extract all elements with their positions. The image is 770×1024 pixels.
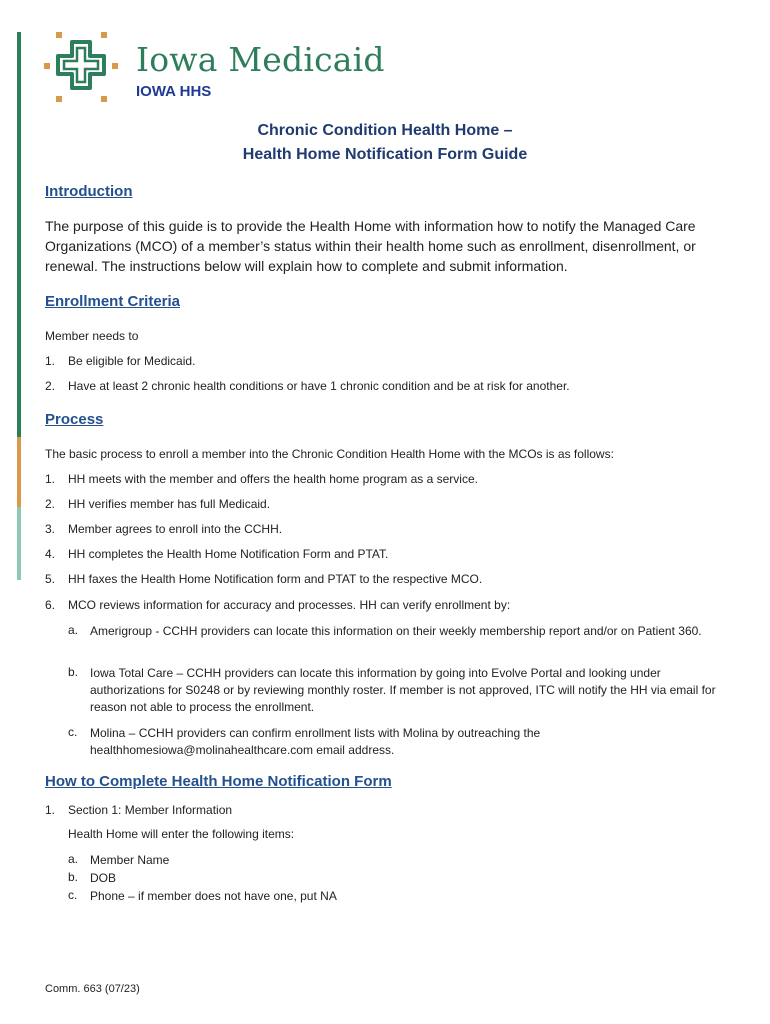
process-item-num: 1. (45, 472, 56, 486)
process-item: MCO reviews information for accuracy and processes. HH can verify enrollment by: (68, 598, 511, 612)
cross-logo-icon (44, 30, 134, 110)
footer: Comm. 663 (07/23) (45, 983, 140, 995)
howto-item-letter: a. (68, 852, 79, 866)
process-item-num: 6. (45, 598, 56, 612)
process-item: HH meets with the member and offers the health home program as a service. (68, 472, 478, 486)
process-item: HH faxes the Health Home Notification form and PTAT to the respective MCO. (68, 572, 483, 586)
process-subitem: Molina – CCHH providers can confirm enrollment lists with Molina by outreaching the healthhomesiowa@molinahealthcare.com email address. (90, 726, 541, 757)
howto-section-num: 1. (45, 803, 56, 817)
process-item-num: 2. (45, 497, 56, 511)
process-subitem-letter: b. (68, 665, 79, 679)
process-item: Member agrees to enroll into the CCHH. (68, 522, 283, 536)
howto-item: Phone – if member does not have one, put NA (90, 889, 337, 903)
howto-heading: How to Complete Health Home Notification Form (45, 773, 392, 790)
process-subitem: Amerigroup - CCHH providers can locate this information on their weekly membership report and/or on Patient 360. (90, 624, 702, 638)
enrollment-lead: Member needs to (45, 329, 139, 343)
process-lead: The basic process to enroll a member into the Chronic Condition Health Home with the MCOs is as follows: (45, 447, 614, 461)
logo-name: Iowa Medicaid (136, 40, 385, 79)
page-title-line1: Chronic Condition Health Home – (257, 122, 513, 139)
process-heading: Process (45, 411, 104, 428)
process-item-num: 4. (45, 547, 56, 561)
intro-text: The purpose of this guide is to provide the Health Home with information how to notify the Managed Care Organizations (MCO) of a member’s status within their health home such as enrollment, disenrollment, or renewal. The instructions below will explain how to complete and submit information. (45, 218, 696, 274)
process-subitem: Iowa Total Care – CCHH providers can locate this information by going into Evolve Portal and looking under authorizations for S0248 or by reviewing monthly roster. If member is not approved, ITC will notify the HH via email for reason not able to process the enrollment. (90, 666, 716, 714)
howto-item: DOB (90, 871, 117, 885)
process-item: HH completes the Health Home Notification Form and PTAT. (68, 547, 389, 561)
logo-subtitle: IOWA HHS (136, 83, 212, 100)
enrollment-item-num: 1. (45, 354, 56, 368)
page-title-line2: Health Home Notification Form Guide (242, 146, 528, 163)
howto-item-letter: c. (68, 888, 78, 902)
howto-item: Member Name (90, 853, 170, 867)
howto-item-letter: b. (68, 870, 79, 884)
howto-lead: Health Home will enter the following items: (68, 827, 295, 841)
accent-bar-teal (17, 507, 21, 580)
enrollment-heading: Enrollment Criteria (45, 293, 181, 310)
howto-section: Section 1: Member Information (68, 803, 233, 817)
process-subitem-letter: c. (68, 725, 78, 739)
process-subitem-letter: a. (68, 623, 79, 637)
enrollment-item: Have at least 2 chronic health conditions or have 1 chronic condition and be at risk for another. (68, 379, 570, 393)
accent-bar-green (17, 32, 21, 437)
intro-heading: Introduction (45, 183, 133, 200)
process-item: HH verifies member has full Medicaid. (68, 497, 271, 511)
enrollment-item-num: 2. (45, 379, 56, 393)
process-item-num: 5. (45, 572, 56, 586)
accent-bar-orange (17, 437, 21, 507)
enrollment-item: Be eligible for Medicaid. (68, 354, 196, 368)
process-item-num: 3. (45, 522, 56, 536)
